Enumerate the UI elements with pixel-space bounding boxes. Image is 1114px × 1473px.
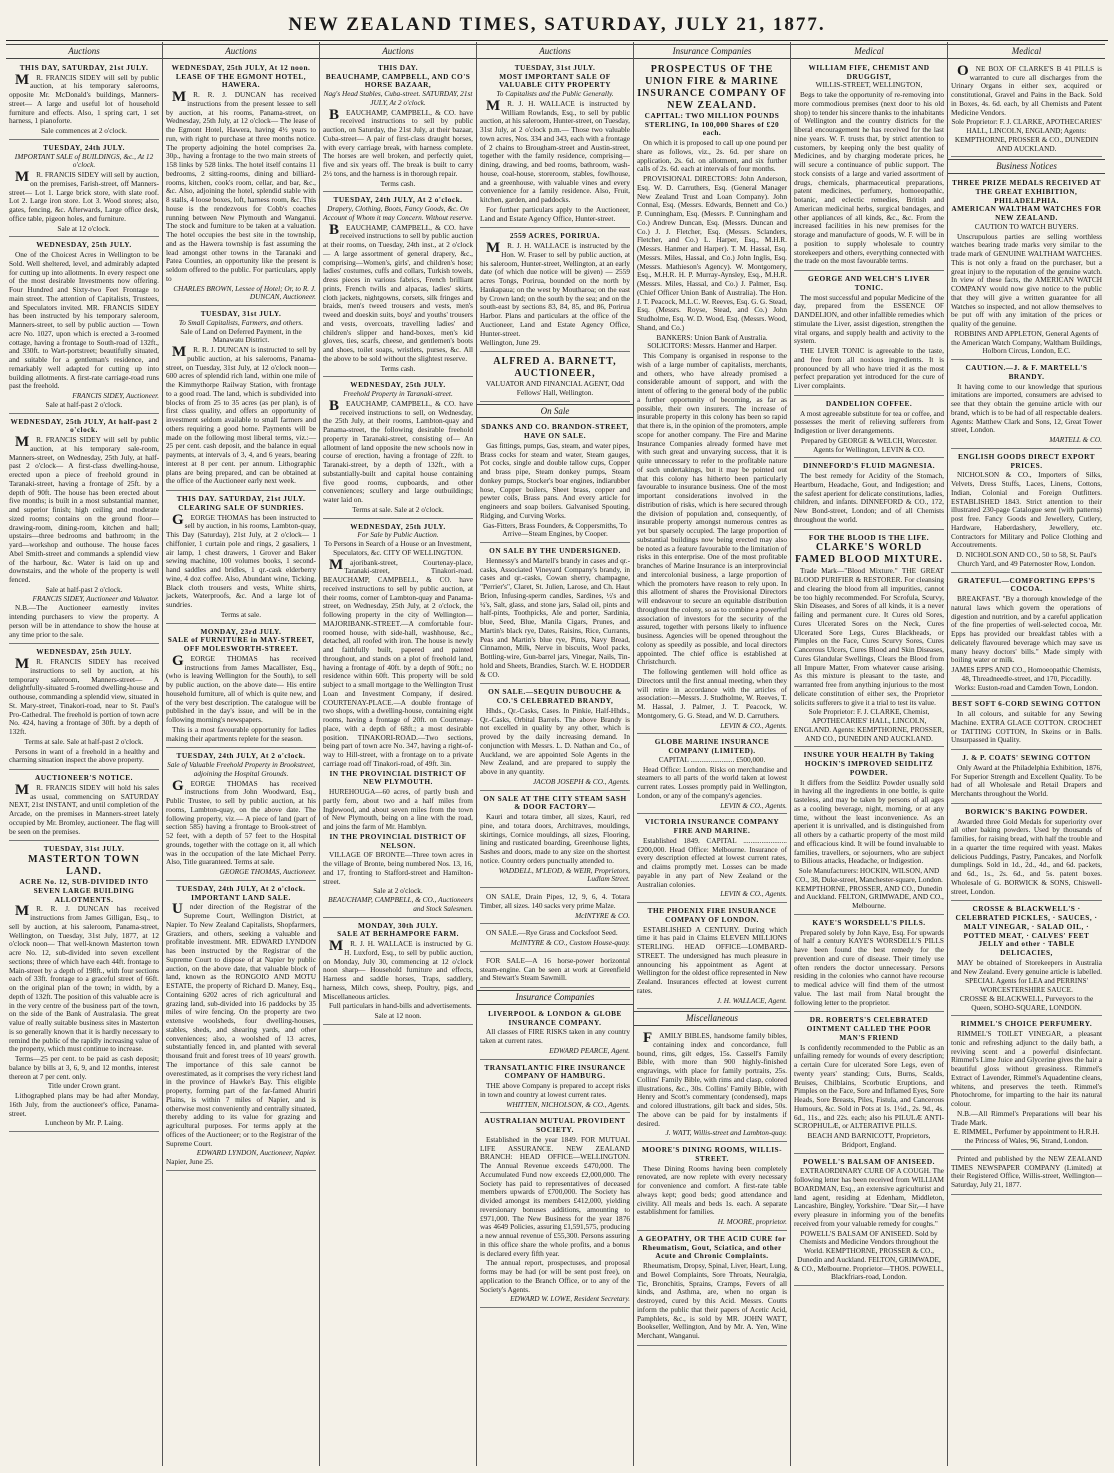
ad-body: On which it is proposed to call up one pound per share as follows, viz., 2s. 6d. per share on application, 2s. 6d. on allotment, and six further calls of 2s. 6d. each at intervals of four months.: [637, 138, 787, 174]
ad-body: MAY be obtained of Storekeepers in Australia and New Zealand. Every genuine article is labelled.: [951, 957, 1102, 976]
column-5: [634, 42, 791, 1466]
ad-body: Unscrupulous parties are selling worthless watches bearing trade marks very similar to the trade mark of GENUINE WALTHAM WATCHES. This is not only a fraud on the purchaser, but a great injury to the reputation of the genuine watch. In view of these facts, the AMERICAN WATCH COMPANY would now give notice to the public that they will give a written guarantee for all Watches so inspected, and not allow themselves to be put off with any imitation of the prices or quality of the genuine.: [951, 231, 1102, 329]
section-heading-insurance: Insurance Companies: [477, 990, 633, 1005]
ad-signature: EDWARD W. LOWE, Resident Secretary.: [510, 1294, 630, 1304]
business-ad: [951, 806, 1102, 902]
ad-title: ON SALE BY THE UNDERSIGNED.: [489, 546, 621, 556]
ad-subtitle: Drapery, Clothing, Boots, Fancy Goods, &c. On Account of Whom it may Concern. Without reserve.: [323, 204, 473, 222]
sale-ad: [480, 926, 630, 952]
auction-ad: [166, 308, 316, 491]
ad-signature: BEACH AND BARNICOTT, Proprietors, Bridport, England.: [807, 1131, 931, 1149]
ad-title: J. & P. COATS' SEWING COTTON: [962, 753, 1091, 763]
medical-ad: [794, 273, 944, 396]
ad-title: KAYE'S WORSDELL'S PILLS.: [812, 917, 926, 927]
business-ad: [951, 903, 1102, 1016]
business-ad: [951, 362, 1102, 449]
auction-ad: [166, 626, 316, 749]
ad-title: SALE AT BERHAMPORE FARM.: [337, 929, 459, 939]
ad-signature: McINTYRE & CO., Custom House-quay.: [510, 938, 630, 948]
ad-terms: For further particulars apply to the Auctioneer, Land and Estate Agency Office, Hunter-street.: [480, 204, 630, 223]
ad-date: TUESDAY, 24th JULY, At 2 o'clock.: [176, 883, 306, 893]
column-3: [320, 42, 477, 1466]
ad-date: WEDNESDAY, 25th JULY.: [36, 647, 132, 657]
ad-body: BEAUCHAMP, CAMPBELL, & CO. have received instructions to sell by public auction at their rooms, on Tuesday, 24th inst., at 2 o'clock— A large assortment of general drapery, &c., comprising—Women's, girls', and children's hose; ladies' costumes, cuffs and collars, Turkish towels, dress pieces in various fabrics, French brilliant prints, French twills and alpacas, ladies' skirts, cloth jackets, nightgowns, corsets, silk fringes and braids, men's tweed trousers and vests, men's tweed and doeskin suits, boys' and youths' trousers and vests, overcoats, travelling ladies' and children's slipper and hand-boxes, men's kid gloves, ties, scarfs, cheese, and gentlemen's boots and shoes, toilet soaps, wristlets, purses, &c. All the above to be sold without the slightest reserve.: [323, 221, 473, 363]
ad-place-date: Wellington, June 29.: [480, 338, 541, 348]
ad-title: For Sale by Public Auction.: [357, 530, 439, 540]
ad-body: FAMILY BIBLES, handsome family bibles, containing index and concordance, full bound, rims, gilt edges, 15s. Cassell's Family Bible, with more than 900 highly-finished engravings, with place for family portraits, 25s. Collins' Family Bible, with rims and clasp, colored illustrations, &c., 30s. Collins' Family Bible, with Henry and Scott's commentary (condensed), maps and colored illustrations, gilt back and sides, 50s. The above can be paid for by instalments if desired.: [637, 1030, 787, 1128]
ad-body: ONE BOX OF CLARKE'S B 41 PILLS is warranted to cure all discharges from the Urinary Organs in either sex, acquired or constitutional, Gravel and Pains in the Back. Sold in Boxes, 4s. 6d. each, by all Chemists and Patent Medicine Vendors.: [951, 62, 1102, 117]
auction-ad: [323, 379, 473, 518]
ad-body: Awarded three Gold Medals for superiority over all other baking powders. Used by thousands of families, for raising bread, with half the trouble and in a quarter the time required with yeast. Makes delicious Puddings, Pastry, Pancakes, and Norfolk dumplings. Sold in 1d., 2d., 4d., and 6d. packets, and 6d., 1s., 2s. 6d., and 5s. patent boxes. Wholesale of G. BORWICK & SONS, Chiswell-street, London.: [951, 816, 1102, 896]
ad-signature: McINTYRE & CO.: [575, 910, 630, 920]
column-4: [477, 42, 634, 1466]
auction-ad: [323, 521, 473, 918]
misc-ad: [637, 1144, 787, 1231]
ad-title: TRANSATLANTIC FIRE INSURANCE COMPANY OF HAMBURG.: [484, 1062, 626, 1081]
ad-body: MR. J. H. WALLACE is instructed by William Rowlands, Esq., to sell by public auction, at his saleroom, Hunter-street, on Tuesday, 31st July, at 2 o'clock p.m.— Those two valuable town acres, Nos. 334 and 343, each with a frontage of 2 chains to Brougham-street and Austin-street, together with the family residence, comprising—dining, drawing, and bed rooms, bathroom, wash-house, coal-house, storeroom, stables, fowlhouse, and a greenhouse, with valuable vines and every convenience for a family residence. Also, Fruit, kitchen, garden, and paddocks.: [480, 97, 630, 205]
ad-date: THIS DAY, SATURDAY, 21st JULY.: [19, 62, 149, 72]
ad-body: THE above Company is prepared to accept risks in town and country at lowest current rates.: [480, 1081, 630, 1099]
ad-title: SDANKS AND CO. BRANDON-STREET, HAVE ON SALE.: [481, 422, 629, 441]
ad-body: GEORGE THOMAS has received instructions from James Macallister, Esq., (who is leaving Wellington for the South), to sell by public auction, on the above date— His entire household furniture, all of which is quite new, and of the very best description. The catalogue will be published in the day's issue, and will be in the following morning's newspapers.: [166, 652, 316, 725]
business-ad: [951, 698, 1102, 750]
ad-title: Sale of Valuable Freehold Property in Brookstreet, adjoining the Hospital Grounds.: [167, 760, 315, 778]
ad-terms: Terms at sale.: [220, 609, 262, 619]
ad-body: Head Office: London. Risks on merchandise and steamers to all parts of the world taken at lowest current rates. Losses promptly paid in Wellington, London, or any of the company's agencies.: [637, 764, 787, 800]
auction-ad: [323, 194, 473, 377]
ad-body: The most successful and popular Medicine of the day, prepared from the ESSENCE OF DANDELION, and other infallible remedies which stimulate the Liver, assist digestion, strengthen the vital organs, and supply health and activity to the system.: [794, 292, 944, 346]
ad-body: Majoribank-street, Courtenay-place, Taranaki-street, Tinakori-road. BEAUCHAMP, CAMPBELL, & CO. have received instructions to sell by public auction, at their rooms, corner of Lambton-quay and Panama-street, on Wednesday, 25th July, at 2 o'clock, the following property in the city of Wellington— MAJORIBANK-STREET.—A comfortable four-roomed house, with side-hall, washhouse, &c., detached, all roofed with iron. The house is newly and faithfully built, papered and painted throughout, and stands on a plot of freehold land, having a frontage of 40ft. by a depth of 90ft.; no residence within 60ft. This property will be sold subject to a small mortgage to the Wellington Trust Loan and Investment Company, if desired. COURTENAY-PLACE.—A double frontage of two shops, with a dwelling-house, containing eight rooms, having a frontage of 20ft. on Courtenay-place, with a depth of 68ft.; a most desirable position. TINAKORI-ROAD.—Two sections, being part of town acre No. 347, having a right-of-way to Hill-street, with a frontage on to a private carriage road off Tinakori-road, of 49ft. 3in.: [323, 556, 473, 768]
ad-subtitle: WILLIS-STREET, WELLINGTON,: [815, 80, 923, 90]
ad-signature: WHITTEN, NICHOLSON, & CO., Agents.: [506, 1099, 630, 1109]
ad-note: The annual report, prospectuses, and proposal forms may be had (or will be sent post free), on application to the Branch Office, or to any of the Society's Agents.: [480, 1258, 630, 1294]
ad-date: THIS DAY. SATURDAY, 21st JULY.: [176, 494, 306, 504]
ad-body: Established in the year 1849. FOR MUTUAL LIFE ASSURANCE. NEW ZEALAND BRANCH: HEAD OFFICE—WELLINGTON. The Annual Revenue exceeds £470,000. The Accumulated Fund now exceeds £2,000,000. The Society has paid to representatives of deceased members upwards of £700,000. The Society has divided amongst its members £412,000, yielding reversionary bonuses additions, amounting to £971,000. The New Business for the year 1876 was 4649 Policies, assuring £1,591,575, producing a new annual revenue of £55,300. Persons assuring in this office share the whole profits, and a bonus is declared every fifth year.: [480, 1134, 630, 1258]
ad-body: MR. FRANCIS SIDEY will hold his sales as usual, commencing on SATURDAY NEXT, 21st INSTANT, and until completion of the Arcade, on the premises in Manners-street lately occupied by Mr. Bromley, auctioneer. The flag will be seen on the premises.: [9, 781, 159, 836]
ad-district-title: IN THE PROVINCIAL DISTRICT OF NEW PLYMOUTH.: [329, 768, 467, 787]
ad-note: Lithographed plans may be had after Monday, 16th July, from the auctioneer's office, Panama-street.: [9, 1091, 159, 1118]
ad-body: All classes of FIRE RISKS taken in any country taken at current rates.: [480, 1027, 630, 1046]
ad-body: BEAUCHAMP, CAMPBELL, & CO. have received instructions to sell by public auction, on Saturday, the 21st July, at their bazaar, Cuba-street— A pair of first-class draught horses, with every carriage break, with harness complete. The horses are well broken, and perfectly quiet, five and six years off. The break is built to carry 2½ tons, and the harness is in thorough repair.: [323, 106, 473, 178]
ad-prospectus-text: This Company is organised in response to the wish of a large number of capitalists, merchants, and others, who have already promised a considerable amount of support, and with the intent of offering to the general body of the public a further opportunity of becoming, as far as possible, their own insurers. The increase of insurable property in this colony has been so rapid that there is, in the opinion of the promoters, ample scope for another company. The Fire and Marine Insurance Companies already formed have met with such great and unvarying success, that it is quite unnecessary to refer to the profitable nature of such undertakings, but it may be pointed out that this colony has hitherto been particularly favourable to insurance business. One of the most important considerations involved in the distribution of risks, which is here secured through the division of population and, consequently, of insurable property amongst numerous centres as yet but sparsely occupied. The large proportion of substantial buildings now being erected may also be noted as a feature favourable to the limitation of risks in this enterprise. One of the most profitable branches of Marine Insurance is an interprovincial and intercolonial business, a large proportion of which the promoters have reason to rely upon. In this allotment of shares the Provisional Directors will endeavour to secure an equitable distribution throughout the colony, so as to combine a powerful association of investors for the security of the assured, together with persons likely to influence business. Agencies will be opened throughout the colony as speedily as possible, and local directors appointed. The chief office is established at Christchurch.: [637, 351, 787, 667]
ad-title: INSURE YOUR HEALTH By Taking HOCKIN'S IMPROVED SEIDLITZ POWDER.: [803, 750, 935, 777]
ad-bankers: BANKERS: Union Bank of Australia.: [656, 332, 768, 342]
ad-body: Established 1849. CAPITAL ........................ £200,000. Head Office: Melbourne. Insurance of every description effected at lowest current rates, and claims promptly met. Losses can be made payable in any part of New Zealand or the Australian colonies.: [637, 835, 787, 889]
ad-capital: CAPITAL ........................ £500,000.: [658, 754, 766, 764]
ad-title: IMPORTANT SALE of BUILDINGS, &c., At 12 o'clock.: [14, 151, 154, 170]
masthead-rule: [6, 40, 1108, 41]
ad-subtitle: SPECIAL Agents for LEA and PERRINS' WORCESTERSHIRE SAUCE.: [965, 976, 1088, 995]
ad-title: DANDELION COFFEE.: [825, 398, 913, 408]
ad-sale-time: Sale at 12 noon.: [374, 1011, 422, 1021]
ad-signature: LEVIN & CO., Agents.: [720, 889, 787, 899]
ad-title: ALFRED A. BARNETT, AUCTIONEER,: [493, 356, 617, 380]
ad-subtext: THE LIVER TONIC is agreeable to the taste, and free from all noxious ingredients. It is pronounced by all who have tried it as the most perfect preparation yet introduced for the cure of Liver complaints.: [794, 346, 944, 391]
column-6: [791, 42, 948, 1466]
ad-luncheon: Luncheon by Mr. P. Laing.: [44, 1118, 124, 1128]
ad-body: MR. R. J. DUNCAN has received instructions from James Gilligan, Esq., to sell by auction, at his saleroom, Panama-street, Wellington, on Tuesday, 31st July, 1877, at 12 o'clock noon— That well-known Masterton town acre No. 12, sub-divided into seven excellent sections; three of which have each 44ft. frontage to Main-street by a depth of 198ft., with four sections each of 33ft. frontage to a graceful street of 66ft. on the original plan of the town; in width, by a depth of 132ft. The position of this valuable acre is in the very centre of the business part of the town, on the side of the Bank of Australasia. The great value of really suitable business sites in Masterton is so generally known that it is hardly necessary to remind the public of the rapidly increasing value of the property, which must continue to increase.: [9, 903, 159, 1054]
sale-ad: [480, 954, 630, 988]
ad-body: EXTRAORDINARY CURE OF A COUGH. The following letter has been received from WILLIAM BOARDMAN, Esq., an extensive agriculturist and land agent, residing at Edenham, Middleton, Lancashire, Bingley, Yorkshire. "Dear Sir,—I have every pleasure in informing you of the benefits received from your valuable remedy for coughs.": [794, 1166, 944, 1228]
section-heading-on-sale: On Sale: [477, 404, 633, 419]
ad-body: Under direction of the Registrar of the Supreme Court, Wellington District, at Napier. To New Zealand Capitalists, Shopfarmers, Graziers, and others, seeking a valuable and profitable investment. MR. EDWARD LYNDON has been instructed by the Registrar of the Supreme Court to dispose of at Napier by public auction, on the above date, that valuable block of land, known as the RONGOIO AND MOTU ESTATE, the property of Richard D. Maney, Esq., Containing 6202 acres of rich agricultural and grazing land, sub-divided into 16 paddocks by 35 miles of wire fencing. On the property are two extensive woolsheds, four dwelling-houses, stables, sheds, and shearing yards, and other conveniences; also, a woolshed of 13 acres, substantially fenced in, and planted with several thousand fruit and forest trees of 10 years' growth. The importance of this sale cannot be overestimated, as it comprises the very richest land in the province of Hawke's Bay. This eligible property, forming part of the far-famed Ahuriri Plains, is within 7 miles of Napier, and is otherwise most conveniently and centrally situated, thereby adding to its value for grazing and agricultural purposes. For terms apply at the offices of the Auctioneer; or to the Registrar of the Supreme Court.: [166, 901, 316, 1148]
auction-ad: [9, 843, 159, 1132]
ad-title: BORWICK'S BAKING POWDER.: [965, 806, 1088, 816]
insurance-ad: [480, 1008, 630, 1060]
ad-body: ON SALE, Drain Pipes, 12, 9, 6, 4. Totara Timber, all sizes. 140 sacks very prime Malze.: [480, 892, 630, 910]
ad-title: 2559 ACRES, PORIRUA.: [509, 231, 601, 241]
medical-ad: [951, 62, 1102, 158]
ad-body: MR. R. J. DUNCAN is instructed to sell by public auction, at his salerooms, Panama-street, on Tuesday, 31st July, at 12 o'clock noon— 600 acres of splendid rich land, within one mile of the Kimmythorpe Railway Station, with frontage to a good road. The land, which is subdivided into blocks of from 25 to 35 acres (as per plan), is of first class quality, and offers an opportunity of investment seldom available to small farmers and others requiring a good home. Payments will be made on the following most liberal terms, viz.:—25 per cent. cash deposit, and the balance in equal payments, at intervals of 3, 4, and 6 years, bearing interest at 8 per cent. per annum. Lithographic plans are being prepared, and can be obtained at the office of the Auctioneer early next week.: [166, 344, 316, 486]
ad-title: ENGLISH GOODS DIRECT EXPORT PRICES.: [958, 451, 1095, 470]
ad-date: TUESDAY, 24th JULY.: [43, 142, 125, 152]
medical-ad: [794, 460, 944, 529]
ad-capital: CAPITAL: TWO MILLION POUNDS STERLING, In 100,000 Shares of £20 each.: [644, 110, 780, 138]
auction-ad: [166, 883, 316, 1171]
section-heading-business: Business Notices: [948, 159, 1105, 174]
ad-list: CROSSE & BLACKWELL'S · CELEBRATED PICKLES, · SAUCES, · MALT VINEGAR, · SALAD OIL, · POTTED MEAT, · CALVES' FEET JELLY and other · TABLE DELICACIES,: [955, 904, 1098, 958]
ad-body: Only Award at the Philadelphia Exhibition, 1876, For Superior Strength and Excellent Quality. To be had of all Wholesale and Retail Drapers and Merchants throughout the World.: [951, 762, 1102, 799]
ad-sale-time: Sale commences at 2 o'clock.: [41, 126, 127, 136]
section-heading-miscellaneous: Miscellaneous: [634, 1011, 790, 1026]
ad-title: IMPORTANT LAND SALE.: [191, 892, 291, 902]
ad-title: GRATEFUL—COMFORTING EPPS'S COCOA.: [957, 575, 1096, 594]
ad-signature: CROSSE & BLACKWELL, Purveyors to the Queen, SOHO-SQUARE, LONDON.: [959, 993, 1094, 1012]
ad-signature: MARTELL & CO.: [1049, 435, 1102, 445]
section-heading-insurance: Insurance Companies: [634, 44, 790, 59]
ad-date: WEDNESDAY, 25th JULY.: [36, 240, 132, 250]
business-ad: [951, 177, 1102, 360]
ad-title: MASTERTON TOWN LAND.: [28, 854, 140, 878]
ad-body: ON SALE.—Rye Grass and Cocksfoot Seed.: [486, 928, 618, 938]
ad-body: BEAUCHAMP, CAMPBELL, & CO. have received instructions to sell, on Wednesday, the 25th July, at their rooms, Lambton-quay and Panama-street, the following desirable freehold property in Taranaki-street, consisting of— An allotment of land opposite the new schools now in course of erection, having a frontage of 22ft. to Taranaki-street, by a depth of 132ft., with a substantially-built and capital house containing five good rooms, cupboards, and other conveniences; scullery and large outbuildings; water laid on.: [323, 397, 473, 505]
ad-title: WILLIAM FIFE, CHEMIST AND DRUGGIST,: [808, 62, 930, 81]
ad-note: Full particulars in hand-bills and advertisements.: [329, 1001, 472, 1011]
ad-title: A GEOPATHY, OR THE ACID CURE for Rheumatism, Gout, Sciatica, and other Acute and Chronic Complaints.: [637, 1233, 787, 1261]
ad-signature: EDWARD LYNDON, Auctioneer, Napier.: [196, 1148, 316, 1158]
ad-title-note: Title under Crown grant.: [47, 1081, 121, 1091]
ad-subtitle: To Capitalists and the Public Generally.: [496, 89, 614, 99]
ad-body: MR. J. H. WALLACE is instructed by the Hon. W. Fraser to sell by public auction, at his saleroom, Hunter-street, Wellington, at an early date (of which due notice will be given) — 2559 acres Tongs, Porirua, bounded on the north by Haukapaua; on the west by Moutharoa; on the east by Crown land; on the south by the sea; and on the south-east by sections 83, 84, 85, and 86, Porirua Harbor. Plans and particulars at the office of the Auctioneer, Land and Estate Agency Office, Hunter-street.: [480, 240, 630, 338]
ad-directors: PROVISIONAL DIRECTORS: John Anderson, Esq. W. D. Carruthers, Esq. (General Manager New Zealand Trust and Loan Company). John Connal, Esq. (Messrs. Edwards, Bennett and Co.) P. Cunningham, Esq. (Messrs. P. Cunningham and Co.) Andrew Duncan, Esq. (Messrs. Duncan and Co.) J. J. Fletcher, Esq. (Messrs. Sclanders, Fletcher, and Co.) L. Harper, Esq., M.H.R. (Messrs. Hanmer and Harper). T. M. Hassal, Esq. (Messrs. Miles, Hassal, and Co.) John Inglis, Esq. (Messrs. Mathieson's Agency). W. Montgomery, Esq., M.H.R. H. P. Murray-Aynsley, Esq., M.H.R. (Messrs. Miles, Hassal, and Co.) J. Palmer, Esq. (Chief Officer Union Bank of Australia). The Hon. J. T. Peacock, M.L.C. W. Reeves, Esq. G. G. Stead, Esq. (Messrs. Royse, Stead, and Co.) John Studholme, Esq. W. D. Wood, Esq. (Messrs. Wood, Shand, and Co.): [637, 174, 787, 332]
ad-note: N.B.—The Auctioneer earnestly invites intending purchasers to view the property. A person will be in attendance to show the house at any time prior to the sale.: [9, 603, 159, 639]
ad-subtitle: Sale of Land on Deferred Payment, in the Manawatu District.: [180, 326, 302, 345]
ad-title: CAUTION.—J. & F. MARTELL'S BRANDY.: [965, 363, 1088, 381]
ad-title: FOR THE BLOOD IS THE LIFE.: [808, 532, 930, 542]
ad-title: PROSPECTUS OF THE UNION FIRE & MARINE INSURANCE COMPANY OF NEW ZEALAND.: [637, 63, 787, 111]
ad-signature: H. MOORE, proprietor.: [717, 1217, 787, 1227]
ad-date: MONDAY, 23rd JULY.: [200, 626, 282, 636]
ad-body: In all colours, and suitable for any Sewing Machine. EXTRA GLACE COTTON. CROCHET or TATTING COTTON, In Skeins or in Balls. Unsurpassed in Quality.: [951, 709, 1102, 745]
ad-signature: Sole Proprietor: F. J. CLARKE, Chemist, APOTHECARIES' HALL, LINCOLN, ENGLAND. Agents: KEMPTHORNE, PROSSER, AND CO., DUNEDIN AND AUCKLAND.: [794, 707, 945, 743]
ad-body: FOR SALE—A 16 horse-power horizontal steam-engine. Can be seen at work at Greenfield and Stewart's Steam Sawmill.: [480, 955, 630, 983]
ad-body: GEORGE THOMAS has been instructed to sell by auction, in his rooms, Lambton-quay, This Day (Saturday), 21st July, at 2 o'clock— 1 chiffonier, 1 curtain pole and rings, 2 gasaliers, 1 air lamp, 1 chest drawers, 1 Grover and Baker sewing machine, 100 volumes books, 1 second-hand saddles and bridles, 1 qr.-cask elderberry wine, 4 doz coffee. Also, Abundant wine, Ticking, Black cloth trousers and vests, White shirts, jackets, Waterproofs, &c. And a large lot of sundries.: [166, 511, 316, 610]
ad-date: WEDNESDAY, 25th JULY.: [350, 521, 446, 531]
ad-date: THIS DAY.: [377, 62, 419, 72]
ad-sale-time: Sale at half-past 2 o'clock.: [45, 399, 123, 409]
ad-date: TUESDAY, 24th JULY, At 2 o'clock.: [176, 751, 306, 761]
ad-date: WEDNESDAY, 25th JULY, At half-past 2 o'clock.: [10, 416, 158, 435]
ad-body: Trade Mark—"Blood Mixture." THE GREAT BLOOD PURIFIER & RESTORER. For cleansing and clearing the blood from all impurities, cannot be too highly recommended. For Scrofula, Scurvy, Skin Diseases, and Sores of all kinds, it is a never failing and permanent cure. It Cures old Sores, Cures Ulcerated Sores on the Neck, Cures Ulcerated Sore Legs, Cures Blackheads, or Pimples on the Face, Cures Scurvy Sores, Cures Cancerous Ulcers, Cures Blood and Skin Diseases, Cures Glandular Swellings, Clears the Blood from all Impure Matter, From whatever cause arising. As this mixture is pleasant to the taste, and warranted free from anything injurious to the most delicate constitution of either sex, the Proprietor solicits sufferers to give it a trial to test its value.: [794, 566, 944, 707]
auction-ad: [166, 750, 316, 881]
ad-signature: CHARLES BROWN, Lessee of Hotel; Or, to R. J. DUNCAN, Auctioneer.: [173, 283, 316, 302]
section-heading-auctions: Auctions: [6, 44, 162, 59]
newspaper-columns: [6, 42, 1108, 1466]
ad-subtitle: ACRE No. 12, SUB-DIVIDED INTO SEVEN LARGE BUILDING ALLOTMENTS.: [19, 877, 149, 904]
ad-title: LEASE OF THE EGMONT HOTEL, HAWERA.: [175, 71, 307, 90]
ad-signature: D. NICHOLSON AND CO., 50 to 58, St. Paul's Church Yard, and 49 Paternoster Row, London.: [956, 550, 1097, 568]
ad-title: ON SALE AT THE CITY STEAM SASH & DOOR FACTORY—: [483, 793, 627, 812]
ad-body: Hhds., Qr.-Casks, Cases. In Pinkie, Half-Hhds., Qr.-Casks, Orbital Barrels. The above Brandy is not excelled in quality by any other, which is proved by the daily increasing demand. In conjunction with Messrs. L. D. Nathan and Co., of Auckland, we are appointed Sole Agents in the New Zealand, and are prepared to supply the above in any quantity.: [480, 705, 630, 777]
ad-solicitors: SOLICITORS: Messrs. Hanmer and Harper.: [647, 341, 777, 351]
ad-date: TUESDAY, 24th JULY, At 2 o'clock.: [333, 195, 463, 205]
auction-ad: [166, 493, 316, 624]
column-2: [163, 42, 320, 1466]
ad-body: NICHOLSON & CO., Importers of Silks, Velvets, Dress Stuffs, Laces, Linens, Cottons, Indian, Colonial and Foreign Outfitters. ESTABLISHED 1843. Strict attention to their illustrated 230-page Catalogue sent (with patterns) post free. Fancy Goods and Jewellery, Cutlery, Hardware, Haberdashery, Jewellery, etc. Contractors for Military and Police Clothing and Accoutrements.: [951, 470, 1102, 550]
auctioneer-card: [480, 354, 630, 402]
section-heading-auctions: Auctions: [163, 44, 319, 59]
ad-title: GLOBE MARINE INSURANCE COMPANY (LIMITED).: [654, 737, 770, 756]
section-heading-auctions: Auctions: [320, 44, 476, 59]
ad-body: HUREHOUGA—60 acres, of partly bush and partly fern, about two and a half miles from Inglewood, and about seven miles from the town of New Plymouth, being on a line with the road, and joins the farm of Mr. Hamblyn.: [323, 787, 473, 832]
ad-date: TUESDAY, 31st JULY.: [514, 62, 596, 72]
section-heading-medical: Medical: [948, 44, 1105, 59]
ad-signature: BEAUCHAMP, CAMPBELL, & CO., Auctioneers and Stock Salesmen.: [328, 895, 473, 913]
ad-subtitle: CLARKE'S WORLD FAMED BLOOD MIXTURE.: [795, 542, 943, 566]
ad-body: These Dining Rooms having been completely renovated, are now replete with every necessary for convenience and comfort. A first-rate table always kept; good beds; good attendance and civility. All meals and beds 1s. each. A separate establishment for families.: [637, 1163, 787, 1217]
ad-body: Rheumatism, Dropsy, Spinal, Liver, Heart, Lung, and Bowel Complaints, Sore Throats, Neuralgia, Tic, Bronchitis, Sprains, Cramps, Fevers of all kinds, and Asthma, are, when no organ is destroyed, cured by this Acid. Messrs. Coutts inform the public that their papers of Acetic Acid, Pamphlets, &c., is sold by MR. JOHN WATT, Bookseller, Wellington, And by Mr. A. Yen, Wine Merchant, Wanganui.: [637, 1261, 787, 1341]
ad-title: POWELL'S BALSAM OF ANISEED.: [802, 1156, 936, 1166]
medical-ad: [794, 62, 944, 271]
ad-subtitle: AMERICAN WALTHAM WATCHES FOR NEW ZEALAND.: [951, 204, 1102, 223]
masthead-title: NEW ZEALAND TIMES, SATURDAY, JULY 21, 1877.: [288, 14, 826, 35]
ad-body: Gas fittings, pumps, Gas, steam, and water pipes, Brass cocks for steam and water, Steam gauges, Pot cocks, single and double tallow cups, Copper and brass pipe, Steam donkey pumps, Steam donkey pumps, Stocker's boar engines, indiarubber hose, Copper boilers, Sheet brass, copper and pewter coils, Brass pans. And every article for engineers and soap boilers. Galvanised Spouting, Ridging, and Curving Works.: [480, 440, 630, 520]
section-heading-auctions: Auctions: [477, 44, 633, 59]
column-7: [948, 42, 1105, 1466]
auction-ad: [9, 772, 159, 841]
imprint: [951, 1152, 1102, 1195]
ad-terms: Terms at sale. Sale at 2 o'clock.: [352, 504, 444, 514]
ad-sale-time: Sale at half-past 2 o'clock.: [45, 584, 123, 594]
ad-note: Persons in want of a freehold in a healthy and charming situation inspect the above property.: [9, 746, 159, 765]
ad-title: LIVERPOOL & LONDON & GLOBE INSURANCE COMPANY.: [488, 1008, 622, 1027]
ad-signature: Sole Proprietor: F. J. CLARKE, APOTHECARIES' HALL, LINCOLN, ENGLAND; Agents: KEMPTHORNE, PROSSER & CO., DUNEDIN AND AUCKLAND.: [951, 117, 1102, 153]
ad-body: One of the Choicest Acres in Wellington to be Sold. Well sheltered, level, and admirably adapted for cutting up into allotments. In every respect one of the most desirable Investments now offering. Four Hundred and Sixty-two Feet Frontage to main street. The attention of Capitalists, Trustees, and Speculators invited. MR. FRANCIS SIDEY has been instructed by his temporary saleroom, Manners-street, to sell by public auction — Town acre No. 1027, upon which is erected a 3-roomed cottage, having a frontage to South-road of 132ft., and 330ft. to Wart-portstreet; beautifully situated, and suitable for a gentleman's residence, and remarkably well adapted for cutting up into building allotments. A first-rate carriage-road runs past the freehold.: [9, 250, 159, 391]
ad-title: MOST IMPORTANT SALE OF VALUABLE CITY PROPERTY: [498, 71, 612, 90]
ad-body: Is confidently recommended to the Public as an unfailing remedy for wounds of every description; a certain Cure for ulcerated Sore Legs, even of twenty years' standing; Cuts, Burns, Scalds, Bruises, Chilblains, Scorbutic Eruptions, and Pimples on the Face, Sore and Inflamed Eyes, Sore Heads, Sore Breasts, Piles, Fistula, and Cancerous Humours, &c. Sold in Pots at 1s. 1½d., 2s. 9d., 4s. 6d., 11s., and 22s. each; also his PILULÆ ANTI-SCROPHULÆ, or ALTERATIVE PILLS.: [794, 1042, 944, 1131]
ad-body: Begs to take the opportunity of re-removing into more commodious premises (next door to his old shop) to tender his sincere thanks to the inhabitants of Wellington and the country districts for the liberal encouragement he has received for the last nine years. W. F. trusts that, by strict attention to customers, by keeping only the best quality of Medicines, and by charging moderate prices, he will secure a continuance of public support. The stock consists of a large and varied assortment of drugs, chemicals, pharmaceutical preparations, patent medicines, perfumery, homoeopathic, botanic, and eclectic remedies, British and American medicinal herbs, surgical bandages, and other appliances of all kinds, &c., &c. From the increased facilities in his new premises for the storage and manufacture of goods, W. F. will be in a position to supply wholesale to country storekeepers and others, everything connected with the trade on the most favourable terms.: [794, 90, 944, 266]
insurance-ad: [637, 736, 787, 814]
ad-date: WEDNESDAY, 25th JULY, At 12 noon.: [171, 62, 311, 72]
medical-ad: [794, 1014, 944, 1153]
ad-date: TUESDAY, 31st JULY.: [200, 309, 282, 319]
ad-body: Kauri and totara timber, all sizes, Kauri, red pine, and totara doors, Architraves, mouldings, skirtings, Cornice mouldings, all sizes, Flooring, lining and rusticated boarding, Greenhouse lights, Sashes and doors, made to any size on the shortest notice. Country orders punctually attended to.: [480, 812, 630, 865]
ad-sale-time: Sale at 12 o'clock.: [57, 223, 111, 233]
ad-body: MR. R. J. DUNCAN has received instructions from the present lessee to sell by auction, at his rooms, Panama-street, on Wednesday, 25th July, at 12 o'clock— The lease of the Egmont Hotel, Hawera, having 4½ years to run, with right to purchase at three months notice. The property adjoining the hotel comprises 2a. 30p., having a frontage to the two main streets of 158 links by 528 links. The hotel itself contains 11 bedrooms, 2 sitting-rooms, dining and billiard-rooms, kitchen, cook's room, cellar, and bar, &c., &c. Also, adjoining the hotel, splendid stable with 8 stalls, 4 loose boxes, loft, harness room, &c. This house is the rendezvous for Cobb's coaches running between New Plymouth and Wanganui. The stock and furniture to be taken at a valuation. The hotel occupies the best site in the township, and as the Hawera township is fast assuming the lead amongst other towns in the Taranaki and Patea Counties, an opportunity like the present is seldom offered to the public. For particulars, apply to: [166, 89, 316, 283]
ad-body: Prepared solely by John Kaye, Esq. For upwards of half a century KAYE'S WORSDELL'S PILLS have been found the best remedy for the prevention and cure of disease. Their timely use often renders the doctor unnecessary. Persons residing in the colonies who cannot have recourse to medical advice will find them of the utmost value. The last mail from Natal brought the following letter to the proprietor.: [794, 927, 944, 1007]
ad-terms: Terms cash.: [380, 178, 416, 188]
ad-signature: J. H. WALLACE, Agent.: [716, 995, 787, 1005]
ad-signature: JAMES EPPS AND CO., Homoeopathic Chemists, 48, Threadneedle-street, and 170, Piccadilly. Works: Euston-road and Camden Town, London.: [951, 665, 1102, 692]
insurance-ad: [480, 1062, 630, 1114]
ad-body: MR. FRANCIS SIDEY will sell by auction, on the premises, Farish-street, off Manners-street— Lot 1. Large brick store, with slate roof. Lot 2. Large iron store. Lot 3. Wood stores; also, gates, fencing, &c. Afterwards, Large office desk, office table, pigeon holes, and furniture.: [9, 169, 159, 223]
ad-subtitle: To Persons in Search of a House or an Investment, Speculators, &c. CITY OF WELLINGTON.: [324, 539, 472, 557]
ad-title: ON SALE.—SEQUIN DUBOUCHE & CO.'S CELEBRATED BRANDY,: [488, 687, 622, 706]
ad-body: MR. FRANCIS SIDEY will sell by public auction, at his temporary salerooms, opposite Mr. McDonald's buildings, Manners-street— A large and useful lot of household furniture and effects. Also, 1 spring cart, 1 set harness, 1 pianoforte.: [9, 71, 159, 126]
prospectus-ad: [637, 62, 787, 735]
sale-ad: [480, 545, 630, 684]
ad-caution: CAUTION TO WATCH BUYERS.: [974, 221, 1079, 231]
ad-terms: Terms at sale. Sale at half-past 2 o'clock.: [24, 736, 144, 746]
ad-signature: LEVIN & CO., Agents.: [720, 800, 787, 810]
auction-ad: [9, 239, 159, 413]
misc-ad: [637, 1029, 787, 1142]
ad-title: SALE of FURNITURE in MAY-STREET, OFF MOLESWORTH-STREET.: [167, 635, 315, 654]
ad-body: MR. FRANCIS SIDEY will sell by public auction, at his temporary sale-room, Manners-street, on Wednesday, 25th July, at half-past 2 o'clock— A first-class dwelling-house, erected upon a piece of freehold ground in Taranaki-street, having a frontage of 25ft. by a depth of 90ft. The house has been erected about five months; is built in a most substantial manner, and superior finish; high ceiling and moderate sized rooms; contains on the ground floor—drawing-room, dining-room, kitchen and hall; upstairs—three bedrooms and bathroom; in the yard—workshop and outhouse. The house faces Abel Smith-street and commands a splendid view of the harbour, &c. Water is laid on up and downstairs, and the whole of the property is well fenced.: [9, 434, 159, 585]
ad-body: RIMMEL'S TOILET VINEGAR, a pleasant tonic and refreshing adjunct to the daily bath, a reviving scent and a powerful disinfectant. Rimmel's Lime Juice and Glycerine gives the hair a beautiful gloss without greasiness. Rimmel's Extract of Lavender, Rimmel's Aquadentine cleans, whitens, and preserves the teeth. Rimmel's Photochrome, for imparting to the hair its natural colour.: [951, 1029, 1102, 1109]
ad-signature: FRANCIS SIDEY, Auctioneer and Valuator.: [32, 593, 159, 603]
ad-title: To Small Capitalists, Farmers, and others.: [178, 317, 304, 327]
ad-terms: Terms—25 per cent. to be paid as cash deposit; balance by bills at 3, 6, 9, and 12 months, interest thereon at 7 per cent. only.: [9, 1054, 159, 1081]
ad-title: GEORGE AND WELCH'S LIVER TONIC.: [808, 274, 930, 292]
ad-place-date: Napier, June 25.: [166, 1157, 214, 1167]
ad-date: TUESDAY, 31st JULY.: [43, 844, 125, 854]
auction-ad: [9, 142, 159, 238]
ad-date: MONDAY, 30th JULY.: [357, 920, 439, 930]
ad-title: Freehold Property in Taranaki-street.: [343, 389, 453, 399]
insurance-ad: [637, 816, 787, 903]
printer-imprint: Printed and published by the NEW ZEALAND TIMES NEWSPAPER COMPANY (Limited) at their Registered Office, Willis-street, Wellington—Saturday, July 21, 1877.: [951, 1153, 1102, 1190]
business-ad: [951, 1018, 1102, 1150]
medical-ad: [794, 1156, 944, 1287]
auction-ad: [480, 62, 630, 229]
ad-signature: FRANCIS SIDEY, Auctioneer.: [72, 391, 159, 401]
ad-signature: Sole Manufacturers: HOCKIN, WILSON, AND CO., 38, Duke-street, Manchester-square, London. KEMPTHORNE, PROSSER, AND CO., Dunedin and Auckland. FELTON, GRIMWADE, AND CO., Melbourne.: [794, 866, 944, 911]
section-heading-medical: Medical: [791, 44, 947, 59]
ad-body: The best remedy for Acidity of the Stomach, Heartburn, Headache, Gout, and Indigestion; and the safest aperient for delicate constitutions, ladies, children, and infants. DINNEFORD & CO., 172, New Bond-street, London; and of all Chemists throughout the world.: [794, 471, 944, 524]
ad-signature: GEORGE THOMAS, Auctioneer.: [219, 867, 316, 877]
ad-subtitle: VALUATOR AND FINANCIAL AGENT, Odd Fellows' Hall, Wellington.: [485, 379, 625, 397]
ad-title: BEST SOFT 6-CORD SEWING COTTON: [952, 699, 1101, 709]
ad-title: DINNEFORD'S FLUID MAGNESIA.: [802, 461, 936, 471]
ad-note: N.B.—All Rimmel's Preparations will bear his Trade Mark.: [951, 1108, 1102, 1127]
ad-title: VICTORIA INSURANCE COMPANY FIRE AND MARINE.: [644, 817, 780, 836]
auction-ad: [166, 62, 316, 306]
auction-ad: [9, 646, 159, 770]
medical-ad: [794, 917, 944, 1013]
ad-closing: The following gentlemen will hold office as Directors until the first annual meeting, when they will retire in accordance with the articles of association:—Messrs. J. Studholme, W. Reeves, T. M. Hassal, J. Palmer, J. T. Peacock, W. Montgomery, G. G. Stead, and W. D. Carruthers.: [637, 667, 787, 720]
auction-ad: [9, 62, 159, 140]
ad-signature: E. RIMMEL, Perfumer by appointment to H.R.H. the Princess of Wales, 96, Strand, London.: [953, 1127, 1100, 1146]
auction-ad: [323, 62, 473, 193]
ad-sale-time: Sale at 2 o'clock.: [373, 886, 423, 896]
medical-ad: [794, 749, 944, 915]
ad-signature: LEVIN & CO., Agents.: [720, 720, 787, 730]
ad-signature: POWELL'S BALSAM OF ANISEED. Sold by Chemists and Medicine Vendors throughout the World. KEMPTHORNE, PROSSER & CO., Dunedin and Auckland. FELTON, GRIMWADE, & CO., Melbourne. Proprietor—THOS. POWELL, Blackfriars-road, London.: [794, 1228, 944, 1282]
ad-signature: WADDELL, M'LEOD, & WEIR, Proprietors, Ludlam Street.: [498, 865, 630, 884]
ad-body: Hennessy's and Martell's brandy in cases and qr.-casks, Associated Vineyard Company's brandy, in cases and qr.-casks, Cowan sherry, champagne, "Perrier's", Claret, St. Julien, Larose, and Ch. Haut Brion, Infusing-sperm candles, Sardines, ½'s and ¼'s, Salt, glass, and stone jars, Salad oil, pints and half-pints, Toothpicks, Ale and porter, Sardinia, blue, Seed, Blue, Manila Cigars, Prunes, and Martin's black rye, Dates, Raisins, Rice, Currants, Peas and Martin's blue rye, Pints, Navy Bread, Cinnamon, Milk, Nerve in biscuits, Wool packs, Bottling-wire, Gun-barrel jars, Vinegar, Nails, Tin-hold and Sheets, Brandies, Starch. W. E. HODDER & CO.: [480, 555, 630, 679]
auction-ad: [9, 416, 159, 645]
ad-title: THE PHOENIX FIRE INSURANCE COMPANY OF LONDON.: [647, 906, 777, 924]
auction-ad: [323, 920, 473, 1025]
misc-ad: [637, 1233, 787, 1346]
ad-note: This is a most favourable opportunity for ladies making their apartments replete for the season.: [166, 724, 316, 743]
ad-date: WEDNESDAY, 25th JULY.: [350, 380, 446, 390]
ad-subtitle: Nag's Head Stables, Cuba-street. SATURDAY, 21st JULY, At 2 o'clock.: [323, 89, 473, 107]
sale-ad: [480, 793, 630, 889]
business-ad: [951, 451, 1102, 573]
business-ad: [951, 575, 1102, 697]
ad-body: A most agreeable substitute for tea or coffee, and possesses the merit of relieving sufferers from Indigestion or liver derangements.: [794, 408, 944, 436]
ad-body: ESTABLISHED A CENTURY. During which time it has paid in Claims ELEVEN MILLIONS STERLING. HEAD OFFICE—LOMBARD-STREET. The undersigned has much pleasure in announcing his appointment as Agent at Wellington for the oldest office represented in New Zealand. Insurances effected at lowest current rates.: [637, 924, 787, 995]
sale-ad: [480, 890, 630, 924]
medical-ad: [794, 532, 944, 748]
business-ad: [951, 752, 1102, 804]
ad-body: GEORGE THOMAS has received instructions from John Woodward, Esq., Public Trustee, to sell by public auction, at his rooms, Lambton-quay, on the above date. The following property, viz.— A piece of land (part of section 585) having a frontage to Brook-street of 52 feet, with a depth of 57 feet to the Hospital grounds, together with the cottage on it, all which was in the occupation of the late Michael Perry. Also, Title guaranteed. Terms at sale.: [166, 777, 316, 867]
ad-district-title: IN THE PROVINCIAL DISTRICT OF NELSON.: [329, 831, 467, 850]
medical-ad: [794, 398, 944, 459]
sale-ad: [480, 686, 630, 790]
ad-title: DR. ROBERTS'S CELEBRATED OINTMENT CALLED THE POOR MAN'S FRIEND: [806, 1015, 932, 1042]
ad-body: VILLAGE OF BRONTE—Three town acres in the village of Bronte, being numbered Nos. 13, 16, and 17, fronting to Stafford-street and Hamilton-street.: [323, 850, 473, 886]
insurance-ad: [637, 905, 787, 1009]
ad-body: BREAKFAST. "By a thorough knowledge of the natural laws which govern the operations of digestion and nutrition, and by a careful application of the fine properties of well-selected cocoa, Mr. Epps has provided our breakfast tables with a delicately flavoured beverage which may save us many heavy doctors' bills." Made simply with boiling water or milk.: [951, 594, 1102, 665]
ad-title: AUCTIONEER'S NOTICE.: [35, 773, 133, 783]
ad-title: RIMMEL'S CHOICE PERFUMERY.: [960, 1019, 1093, 1029]
ad-title: THREE PRIZE MEDALS RECEIVED AT THE GREAT EXHIBITION, PHILADELPHIA.: [951, 178, 1102, 205]
column-1: [6, 42, 163, 1466]
insurance-ad: [480, 1115, 630, 1308]
auction-ad: [480, 230, 630, 352]
ad-title: AUSTRALIAN MUTUAL PROVIDENT SOCIETY.: [484, 1116, 626, 1135]
ad-signature: J. WATT, Willis-street and Lambton-quay.: [665, 1128, 787, 1138]
ad-title: CLEARING SALE OF SUNDRIES.: [178, 502, 304, 512]
ad-body: It having come to our knowledge that spurious imitations are imported, consumers are advised to see that they obtain the genuine article with our brand, which is to be had of all respectable dealers. Agents: Matthew Clark and Sons, 12, Great Tower street, London.: [951, 381, 1102, 435]
ad-signature: ROBBINS AND APPLETON, General Agents of the American Watch Company, Waltham Buildings, Holborn Circus, London, E.C.: [951, 328, 1102, 356]
ad-body: MR. FRANCIS SIDEY has received instructions to sell by auction, at his temporary saleroom, Manners-street— A delightfully-situated 5-roomed dwelling-house and outhouse, commanding a splendid view, situated in St. Mary-street, Tinakori-road, near to St. Paul's Pro-Cathedral. The freehold is portion of town acre No. 424, having a frontage of 30ft. by a depth of 132ft.: [9, 656, 159, 737]
ad-title: MOORE'S DINING ROOMS, WILLIS-STREET.: [641, 1145, 783, 1163]
ad-signature: Prepared by GEORGE & WELCH, Worcester. Agents for Wellington, LEVIN & CO.: [801, 435, 937, 454]
ad-body: It differs from the Seidlitz Powder usually sold in having all the ingredients in one bottle, is quite tasteless, and may be taken by persons of all ages as a cooling beverage, night, morning, or at any time, without the least inconvenience. As an aperient it is unrivalled, and is distinguished from all others by a cathartic property of the most mild and efficacious kind. It will be found invaluable to families, travellers, or sojourners, who are subject to Bilious attacks, Headache, or Indigestion.: [794, 777, 944, 866]
ad-signature: EDWARD PEARCE, Agent.: [549, 1045, 630, 1055]
ad-terms: Terms cash.: [380, 363, 416, 373]
sale-ad: [480, 421, 630, 543]
ad-signature: JACOB JOSEPH & CO., Agents.: [533, 776, 630, 786]
ad-note: Gas-Fitters, Brass Founders, & Coppersmiths, To Arrive—Steam Engines, by Cooper.: [482, 520, 628, 539]
ad-title: BEAUCHAMP, CAMPBELL, AND CO'S HORSE BAZAAR,: [325, 71, 471, 90]
ad-body: MR. J. H. WALLACE is instructed by G. H. Luxford, Esq., to sell by public auction, on Monday, July 30, commencing at 12 o'clock noon sharp— Household furniture and effects, Harness and saddle horses, Traps, saddlery, harness, Milch cows, sheep, Poultry, pigs, and Miscellaneous articles.: [323, 938, 473, 1001]
